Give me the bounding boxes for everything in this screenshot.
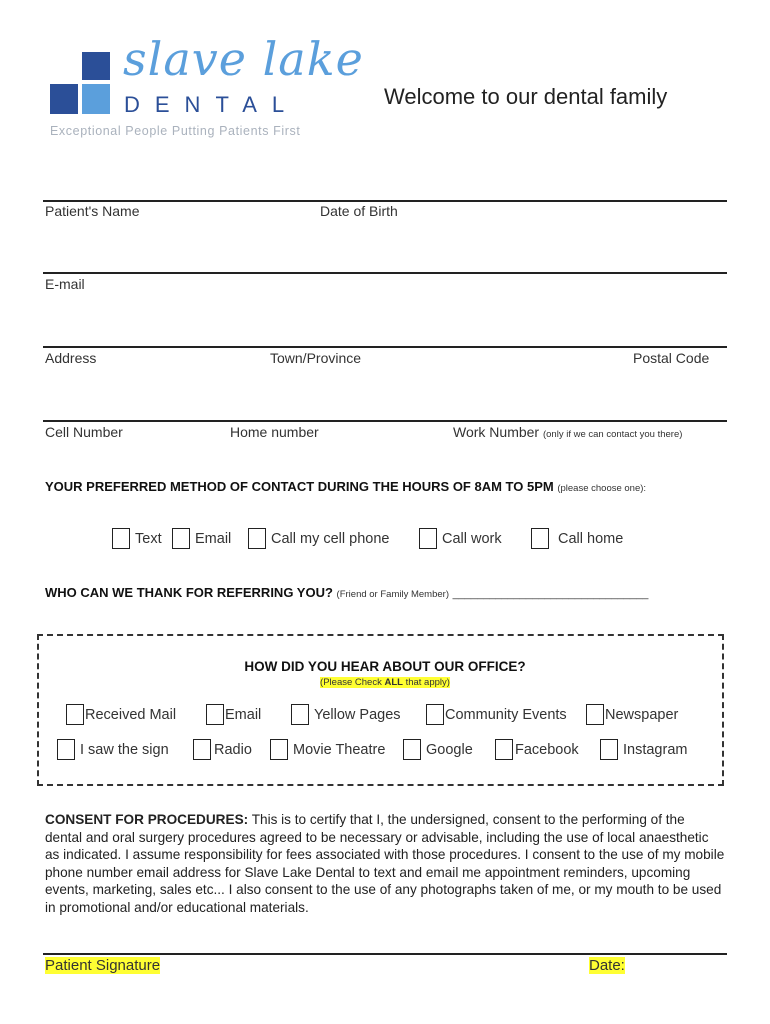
checkbox[interactable] (57, 739, 75, 760)
checkbox[interactable] (403, 739, 421, 760)
logo-square-dark-top (82, 52, 110, 80)
home-label: Home number (230, 424, 319, 440)
hear-option-yellow-pages[interactable]: Yellow Pages (291, 704, 401, 725)
contact-heading: YOUR PREFERRED METHOD OF CONTACT DURING THE HOURS OF 8AM TO 5PM (please choose one): (45, 479, 647, 494)
contact-option-home[interactable]: Call home (531, 528, 623, 549)
referral-heading: WHO CAN WE THANK FOR REFERRING YOU? (45, 585, 333, 600)
page-title: Welcome to our dental family (384, 84, 668, 109)
contact-note: (please choose one): (557, 483, 647, 494)
work-label: Work Number (only if we can contact you there) (453, 424, 683, 440)
hear-option-radio[interactable]: Radio (193, 739, 252, 760)
checkbox[interactable] (419, 528, 437, 549)
logo-square-light (82, 84, 110, 114)
referral-row (45, 585, 648, 600)
checkbox[interactable] (193, 739, 211, 760)
hear-option-community[interactable]: Community Events (426, 704, 567, 725)
work-note: (only if we can contact you there) (542, 429, 683, 440)
date-label: Date: (589, 957, 625, 974)
signature-line (43, 953, 727, 955)
town-label: Town/Province (270, 350, 362, 366)
logo-script: slave lake (123, 32, 364, 86)
consent-paragraph (45, 811, 725, 917)
hear-option-mail[interactable]: Received Mail (66, 704, 176, 725)
checkbox[interactable] (248, 528, 266, 549)
contact-option-text[interactable]: Text (112, 528, 162, 549)
checkbox[interactable] (206, 704, 224, 725)
postal-label: Postal Code (633, 350, 710, 366)
consent-heading: CONSENT FOR PROCEDURES: (45, 812, 249, 827)
hear-option-email[interactable]: Email (206, 704, 261, 725)
phone-line (43, 420, 727, 422)
email-label: E-mail (45, 276, 85, 292)
hear-option-sign[interactable]: I saw the sign (57, 739, 169, 760)
checkbox[interactable] (66, 704, 84, 725)
hear-option-instagram[interactable]: Instagram (600, 739, 687, 760)
checkbox[interactable] (600, 739, 618, 760)
contact-option-email[interactable]: Email (172, 528, 231, 549)
logo-square-dark-bottom (50, 84, 78, 114)
hear-heading: HOW DID YOU HEAR ABOUT OUR OFFICE? (244, 659, 526, 674)
contact-option-cell[interactable]: Call my cell phone (248, 528, 389, 549)
checkbox[interactable] (531, 528, 549, 549)
address-line (43, 346, 727, 348)
checkbox[interactable] (112, 528, 130, 549)
checkbox[interactable] (291, 704, 309, 725)
referral-blank[interactable]: ________________________________ (452, 588, 649, 600)
checkbox[interactable] (586, 704, 604, 725)
logo-tagline: Exceptional People Putting Patients First (50, 124, 301, 138)
email-line (43, 272, 727, 274)
contact-option-work[interactable]: Call work (419, 528, 502, 549)
checkbox[interactable] (426, 704, 444, 725)
hear-option-google[interactable]: Google (403, 739, 473, 760)
checkbox[interactable] (495, 739, 513, 760)
checkbox[interactable] (270, 739, 288, 760)
logo-dental: DENTAL (124, 92, 300, 117)
hear-option-newspaper[interactable]: Newspaper (586, 704, 678, 725)
dob-label: Date of Birth (320, 203, 398, 219)
patient-name-label: Patient's Name (45, 203, 140, 219)
patient-signature-label: Patient Signature (45, 957, 161, 974)
name-line (43, 200, 727, 202)
cell-label: Cell Number (45, 424, 123, 440)
hear-note: (Please Check ALL that apply) (320, 677, 450, 688)
hear-option-facebook[interactable]: Facebook (495, 739, 579, 760)
checkbox[interactable] (172, 528, 190, 549)
address-label: Address (45, 350, 97, 366)
consent-body: This is to certify that I, the undersigned, consent to the performing of the dental and oral surgery procedures agreed to be necessary or advisable, including the use of local anaesthetic as indicated. I assume responsibility for fees associated with those procedures. I consent to the use of my mobile phone number email address for Slave Lake Dental to text and email me appointment reminders, upcoming events, marketing, sales etc... I also consent to the use of any photographs taken of me, or my mouth to be used in promotional and/or educational materials. (45, 812, 725, 915)
referral-note: (Friend or Family Member) (336, 589, 449, 600)
logo (48, 32, 364, 140)
hear-option-movie[interactable]: Movie Theatre (270, 739, 385, 760)
